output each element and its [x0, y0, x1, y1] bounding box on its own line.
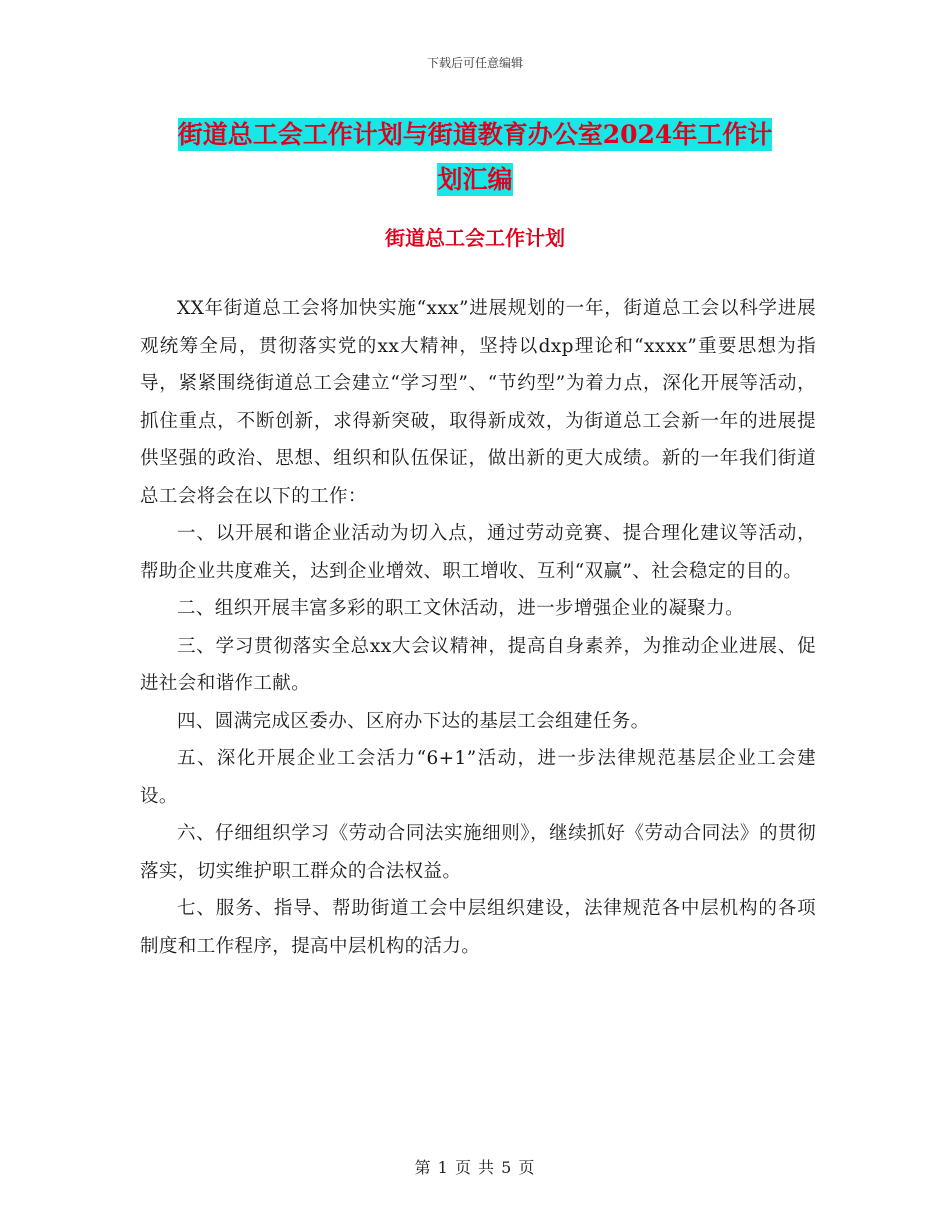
paragraph: 二、组织开展丰富多彩的职工文休活动，进一步增强企业的凝聚力。 — [177, 598, 745, 619]
page-number-footer: 第 1 页 共 5 页 — [414, 1158, 536, 1177]
header-note: 下载后可任意编辑 — [426, 56, 523, 70]
document-title-line-1: 街道总工会工作计划与街道教育办公室2024年工作计 — [177, 120, 773, 149]
document-title — [140, 112, 810, 202]
paragraph: 四、圆满完成区委办、区府办下达的基层工会组建任务。 — [177, 710, 650, 732]
document-body — [140, 290, 816, 965]
paragraph: 一、以开展和谐企业活动为切入点，通过劳动竞赛、提合理化建议等活动，帮助企业共度难关，达到企业增效、职工增收、互利“双赢”、社会稳定的目的。 — [140, 523, 816, 582]
paragraph: 七、服务、指导、帮助街道工会中层组织建设，法律规范各中层机构的各项制度和工作程序，提高中层机构的活力。 — [140, 898, 816, 957]
paragraph: 六、仔细组织学习《劳动合同法实施细则》，继续抓好《劳动合同法》的贯彻落实，切实维护职工群众的合法权益。 — [140, 823, 816, 882]
section-title: 街道总工会工作计划 — [385, 226, 565, 250]
paragraph: XX年街道总工会将加快实施“xxx”进展规划的一年，街道总工会以科学进展观统筹全局，贯彻落实党的xx大精神，坚持以dxp理论和“xxxx”重要思想为指导，紧紧围绕街道总工会建立“学习型”、“节约型”为着力点，深化开展等活动，抓住重点，不断创新，求得新突破，取得新成效，为街道总工会新一年的进展提供坚强的政治、思想、组织和队伍保证，做出新的更大成绩。新的一年我们街道总工会将会在以下的工作： — [140, 298, 816, 507]
paragraph: 三、学习贯彻落实全总xx大会议精神，提高自身素养，为推动企业进展、促进社会和谐作工献。 — [140, 635, 816, 694]
document-title-line-2: 划汇编 — [437, 165, 513, 194]
paragraph: 五、深化开展企业工会活力“6+1”活动，进一步法律规范基层企业工会建设。 — [140, 748, 816, 807]
